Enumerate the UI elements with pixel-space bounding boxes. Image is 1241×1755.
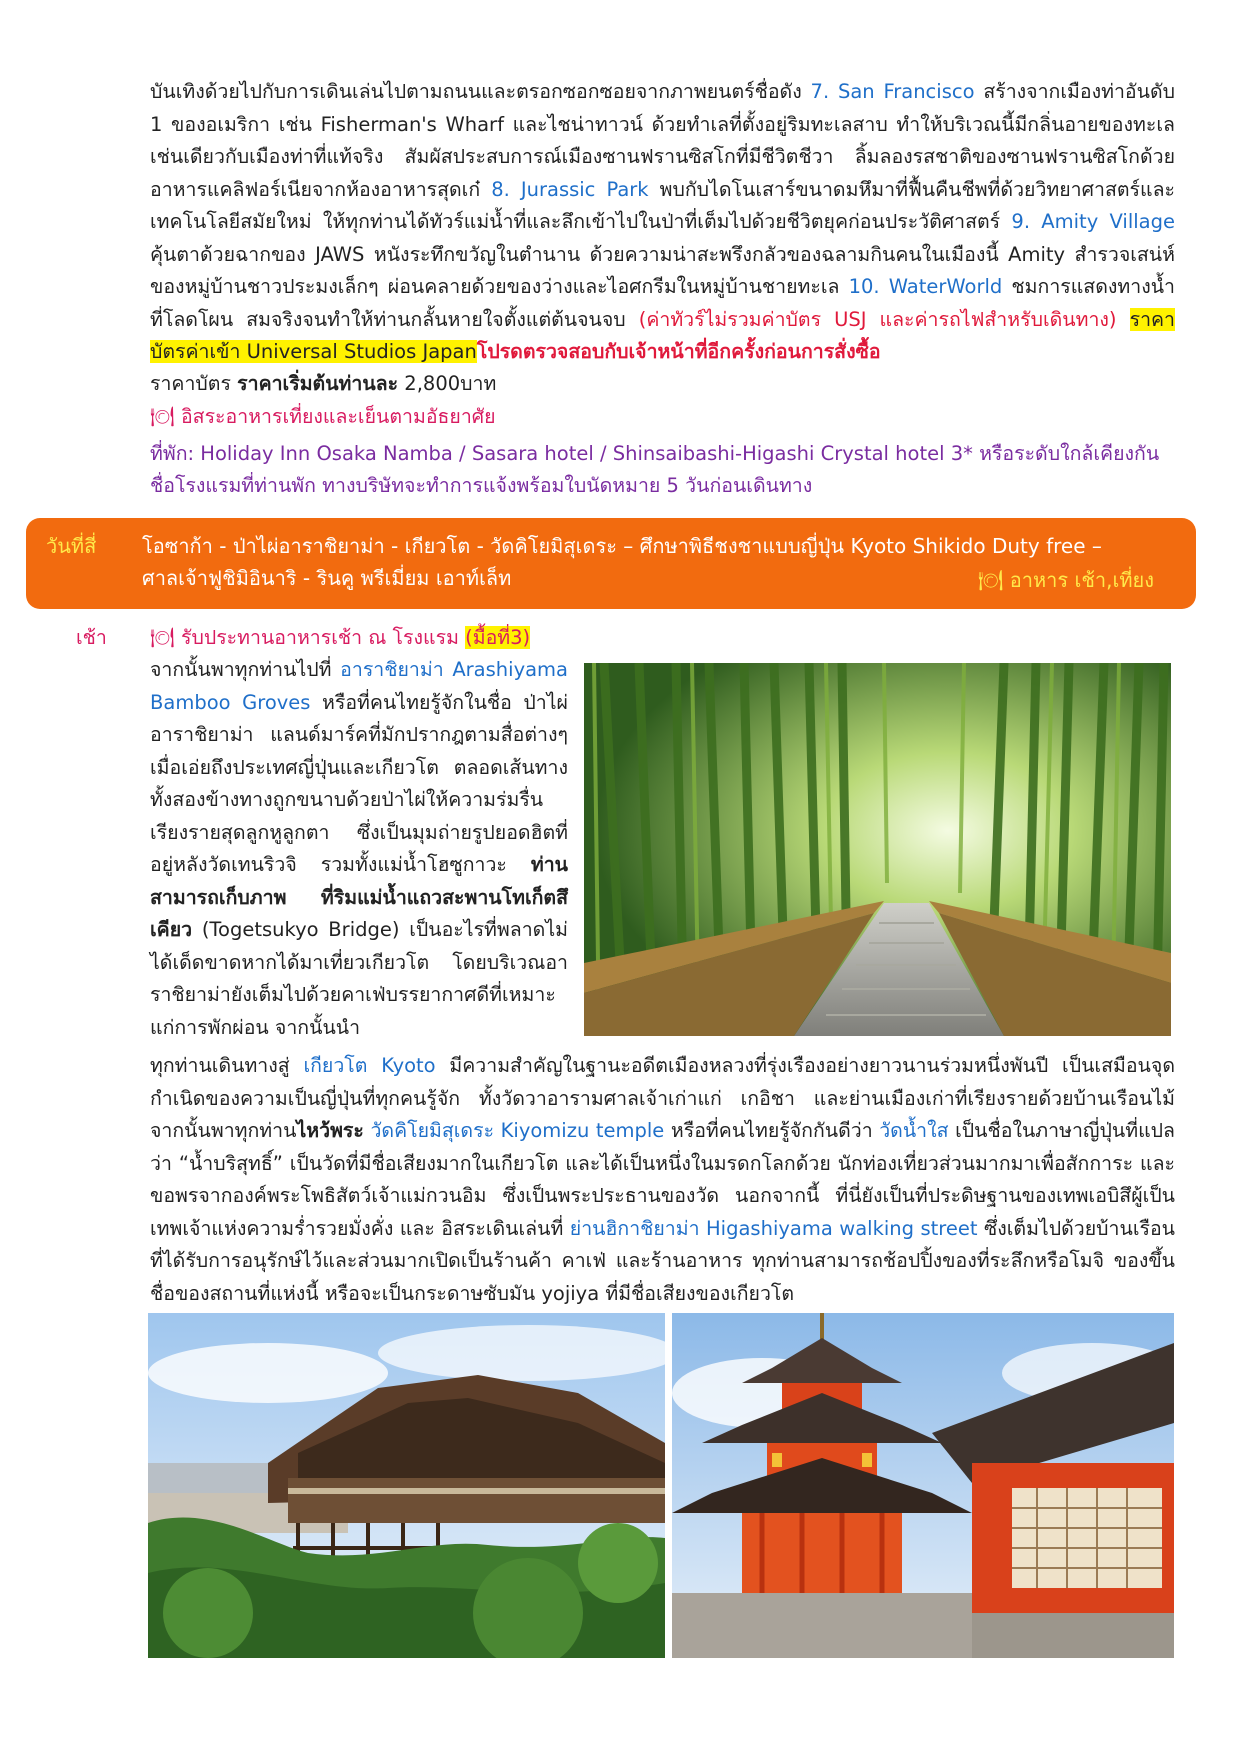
togetsukyo-bold: ท่านสามารถเก็บภาพ ที่ริมแม่น้ำแถวสะพานโทเก็ตสึเคียว — [150, 853, 568, 941]
day-route-line-1: โอซาก้า - ป่าไผ่อาราชิยาม่า - เกียวโต - วัดคิโยมิสุเดระ – ศึกษาพิธีชงชาแบบญี่ปุ่น Kyoto Shikido Duty free – — [142, 534, 1102, 558]
zone-jurassic-park: 8. Jurassic Park — [491, 177, 649, 201]
ticket-price — [150, 368, 496, 401]
tour-price-note: (ค่าทัวร์ไม่รวมค่าบัตร USJ และค่ารถไฟสำหรับเดินทาง) — [638, 307, 1117, 331]
kyoto-description — [150, 1050, 1175, 1310]
text-segment: มีความสำคัญในฐานะอดีตเมืองหลวงที่รุ่งเรืองอย่างยาวนานร่วมหนึ่งพันปี เป็นเสมือนจุดกำเนิดของความเป็นญี่ปุ่นที่ทุกคนรู้จัก ทั้งวัดวาอารามศาลเจ้าเก่าแก่ เกอิชา และย่านเมืองเก่าที่เรียงรายด้วยบ้านเรือนไม้ จากนั้นพาทุกท่าน — [150, 1054, 1175, 1142]
higashiyama-name: ย่านฮิกาชิยาม่า Higashiyama walking street — [569, 1216, 978, 1240]
meal-icon: 🍽 — [150, 626, 181, 649]
text-segment: พบกับไดโนเสาร์ขนาดมหึมาที่ฟื้นคืนชีพที่ด้วยวิทยาศาสตร์และเทคโนโลยีสมัยใหม่ ให้ทุกท่านได้ทัวร์แม่น้ำที่และลึกเข้าไปในป่าที่เต็มไปด้วยชีวิตยุคก่อนประวัติศาสตร์ — [150, 177, 1175, 233]
zone-amity-village: 9. Amity Village — [1011, 210, 1175, 233]
arashiyama-description — [150, 654, 568, 1044]
zone-waterworld: 10. WaterWorld — [848, 275, 1003, 298]
meal-number: (มื้อที่3) — [465, 626, 531, 649]
pray-bold: ไหว้พระ — [296, 1119, 364, 1142]
text-segment: หรือที่คนไทยรู้จักในชื่อ ป่าไผ่อาราชิยาม่า แลนด์มาร์คที่มักปรากฎตามสื่อต่างๆ เมื่อเอ่ยถึงประเทศญี่ปุ่นและเกียวโต ตลอดเส้นทางทั้งสองข้างทางถูกขนาบด้วยป่าไผ่ให้ความร่มรื่นเรียงรายสุดลูกหูลูกตา ซึ่งเป็นมุมถ่ายรูปยอดฮิตที่อยู่หลังวัดเทนริวจิ รวมทั้งแม่น้ำโฮซูกาวะ — [150, 690, 568, 876]
text-segment: เป็นชื่อในภาษาญี่ปุ่นที่แปลว่า “น้ำบริสุทธิ์” เป็นวัดที่มีชื่อเสียงมากในเกียวโต และได้เป็นหนึ่งในมรดกโลกด้วย นักท่องเที่ยวส่วนมากมาเพื่อสักการะ และ ขอพรจากองค์พระโพธิสัตว์เจ้าแม่กวนอิม ซึ่งเป็นพระประธานของวัด นอกจากนี้ ที่นี่ยังเป็นที่ประดิษฐานของเทพเอบิสึผู้เป็นเทพเจ้าแห่งความร่ำรวยมั่งคั่ง และ อิสระเดินเล่นที่ — [150, 1119, 1175, 1240]
breakfast-text: รับประทานอาหารเช้า ณ โรงแรม — [180, 626, 466, 649]
text-segment: หรือที่คนไทยรู้จักกันดีว่า — [664, 1119, 880, 1142]
meal-icon: 🍽 — [150, 405, 181, 428]
kiyomizu-name: วัดคิโยมิสุเดระ Kiyomizu temple — [370, 1119, 665, 1142]
meal-icon: 🍽 — [977, 568, 1010, 592]
kyoto-name: เกียวโต Kyoto — [303, 1054, 436, 1077]
price-label: ราคาบัตร — [150, 372, 238, 395]
check-with-staff-note: โปรดตรวจสอบกับเจ้าหน้าที่อีกครั้งก่อนการสั่งซื้อ — [476, 340, 881, 363]
price-bold: ราคาเริ่มต้นท่านละ — [237, 372, 399, 395]
price-value: 2,800บาท — [398, 372, 497, 395]
breakfast-line — [150, 622, 530, 655]
morning-label: เช้า — [76, 626, 107, 649]
text-segment: (Togetsukyo Bridge) เป็นอะไรที่พลาดไม่ได้เด็ดขาดหากได้มาเที่ยวเกียวโต โดยบริเวณอาราชิยาม่ายังเต็มไปด้วยคาเฟ่บรรยากาศดีที่เหมาะแก่การพักผ่อน จากนั้นนำ — [150, 918, 568, 1039]
arashiyama-name: อาราชิยาม่า Arashiyama Bamboo Groves — [150, 658, 568, 714]
text-segment: ทุกท่านเดินทางสู่ — [150, 1054, 304, 1077]
text-segment: บันเทิงด้วยไปกับการเดินเล่นไปตามถนนและตรอกซอกซอยจากภาพยนตร์ชื่อดัง — [150, 80, 811, 103]
text-segment: จากนั้นพาทุกท่านไปที่ — [150, 658, 341, 681]
text-segment: สร้างจากเมืองท่าอันดับ 1 ของอเมริกา เช่น Fisherman's Wharf และไชน่าทาวน์ ด้วยทำเลที่ตั้งอยู่ริมทะเลสาบ ทำให้บริเวณนี้มีกลิ่นอายของทะเลเช่นเดียวกับเมืองท่าที่แท้จริง สัมผัสประสบการณ์เมืองซานฟรานซิสโกที่มีชีวิตชีวา ลิ้มลองรสชาติของซานฟรานซิสโกด้วยอาหารแคลิฟอร์เนียจากห้องอาหารสุดเก๋ — [150, 80, 1175, 201]
day-route-line-2: ศาลเจ้าฟูชิมิอินาริ - รินคู พรีเมี่ยม เอาท์เล็ท — [142, 566, 512, 590]
day-meals — [978, 564, 1154, 596]
hotel-line-2: ชื่อโรงแรมที่ท่านพัก ทางบริษัทจะทำการแจ้งพร้อมใบนัดหมาย 5 วันก่อนเดินทาง — [150, 474, 813, 497]
hotel-line-1: ที่พัก: Holiday Inn Osaka Namba / Sasara hotel / Shinsaibashi-Higashi Crystal hotel 3* หรือระดับใกล้เคียงกัน — [150, 442, 1160, 465]
wat-nam-sai-name: วัดน้ำใส — [879, 1119, 949, 1142]
free-meal-line — [150, 401, 496, 434]
zone-san-francisco: 7. San Francisco — [810, 80, 975, 103]
text-segment: ชมการแสดงทางน้ำที่โลดโผน สมจริงจนทำให้ท่านกลั้นหายใจตั้งแต่ต้นจนจบ — [150, 275, 1175, 331]
text-segment: คุ้นตาด้วยฉากของ JAWS หนังระทึกขวัญในตำนาน ด้วยความน่าสะพรึงกลัวของฉลามกินคนในเมืองนี้ Amity สำรวจเสน่ห์ของหมู่บ้านชาวประมงเล็กๆ ผ่อนคลายด้วยของว่างและไอศกรีมในหมู่บ้านชายทะเล — [150, 242, 1175, 298]
usj-description — [150, 76, 1175, 369]
text-segment: ซึ่งเต็มไปด้วยบ้านเรือนที่ได้รับการอนุรักษ์ไว้และส่วนมากเปิดเป็นร้านค้า คาเฟ่ และร้านอาหาร ทุกท่านสามารถช้อปปิ้งของที่ระลึกหรือโมจิ ของขึ้นชื่อของสถานที่แห่งนี้ หรือจะเป็นกระดาษซับมัน yojiya ที่มีชื่อเสียงของเกียวโต — [150, 1216, 1175, 1305]
day-four-banner — [26, 518, 1196, 609]
day-label: วันที่สี่ — [46, 534, 97, 558]
free-meal-text: อิสระอาหารเที่ยงและเย็นตามอัธยาศัย — [180, 405, 496, 428]
kiyomizu-stage-photo — [148, 1313, 665, 1658]
day-meals-text: อาหาร เช้า,เที่ยง — [1009, 568, 1154, 592]
bamboo-grove-photo — [584, 663, 1171, 1036]
ticket-highlight: ราคาบัตรค่าเข้า Universal Studios Japan — [150, 307, 1176, 363]
pagoda-photo — [672, 1313, 1174, 1658]
